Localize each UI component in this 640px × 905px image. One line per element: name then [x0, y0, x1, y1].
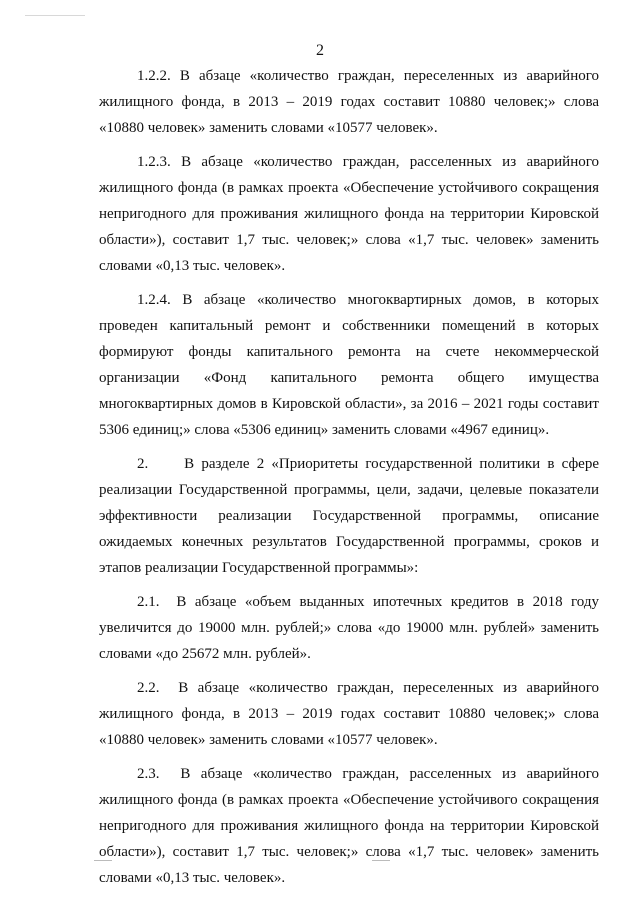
- paragraph-2: 2. В разделе 2 «Приоритеты государственной политики в сфере реализации Государственной программы, цели, задачи, целевые показатели эффективности реализации Государственной программы, описание ожидаемых конечных результатов Государственной программы, сроков и этапов реализации Государственной программы»:: [99, 456, 599, 576]
- paragraph-1-2-4: 1.2.4. В абзаце «количество многоквартирных домов, в которых проведен капитальный ремонт и собственники помещений в которых формируют фонды капитального ремонта на счете некоммерческой организации «Фонд капитального ремонта общего имущества многоквартирных домов в Кировской области», за 2016 – 2021 годы составит 5306 единиц;» слова «5306 единиц» заменить словами «4967 единиц».: [99, 292, 599, 438]
- paragraph-1-2-2: 1.2.2. В абзаце «количество граждан, переселенных из аварийного жилищного фонда, в 2013 – 2019 годах составит 10880 человек;» слова «10880 человек» заменить словами «10577 человек».: [99, 68, 599, 136]
- page-number: 2: [316, 42, 324, 59]
- document-body: [99, 63, 599, 899]
- paragraph-2-3: 2.3. В абзаце «количество граждан, расселенных из аварийного жилищного фонда (в рамках проекта «Обеспечение устойчивого сокращения непригодного для проживания жилищного фонда на территории Кировской области»), составит 1,7 тыс. человек;» слова «1,7 тыс. человек» заменить словами «0,13 тыс. человек».: [99, 766, 599, 886]
- paragraph-1-2-3: 1.2.3. В абзаце «количество граждан, расселенных из аварийного жилищного фонда (в рамках проекта «Обеспечение устойчивого сокращения непригодного для проживания жилищного фонда на территории Кировской области»), составит 1,7 тыс. человек;» слова «1,7 тыс. человек» заменить словами «0,13 тыс. человек».: [99, 154, 599, 274]
- footer-mark-left: [94, 860, 112, 861]
- paragraph-2-1: 2.1. В абзаце «объем выданных ипотечных кредитов в 2018 году увеличится до 19000 млн. рублей;» слова «до 19000 млн. рублей» заменить словами «до 25672 млн. рублей».: [99, 594, 599, 662]
- footer-mark-right: [372, 860, 390, 861]
- paragraph-2-2: 2.2. В абзаце «количество граждан, переселенных из аварийного жилищного фонда, в 2013 – 2019 годах составит 10880 человек;» слова «10880 человек» заменить словами «10577 человек».: [99, 680, 599, 748]
- scan-artifact: [25, 15, 85, 16]
